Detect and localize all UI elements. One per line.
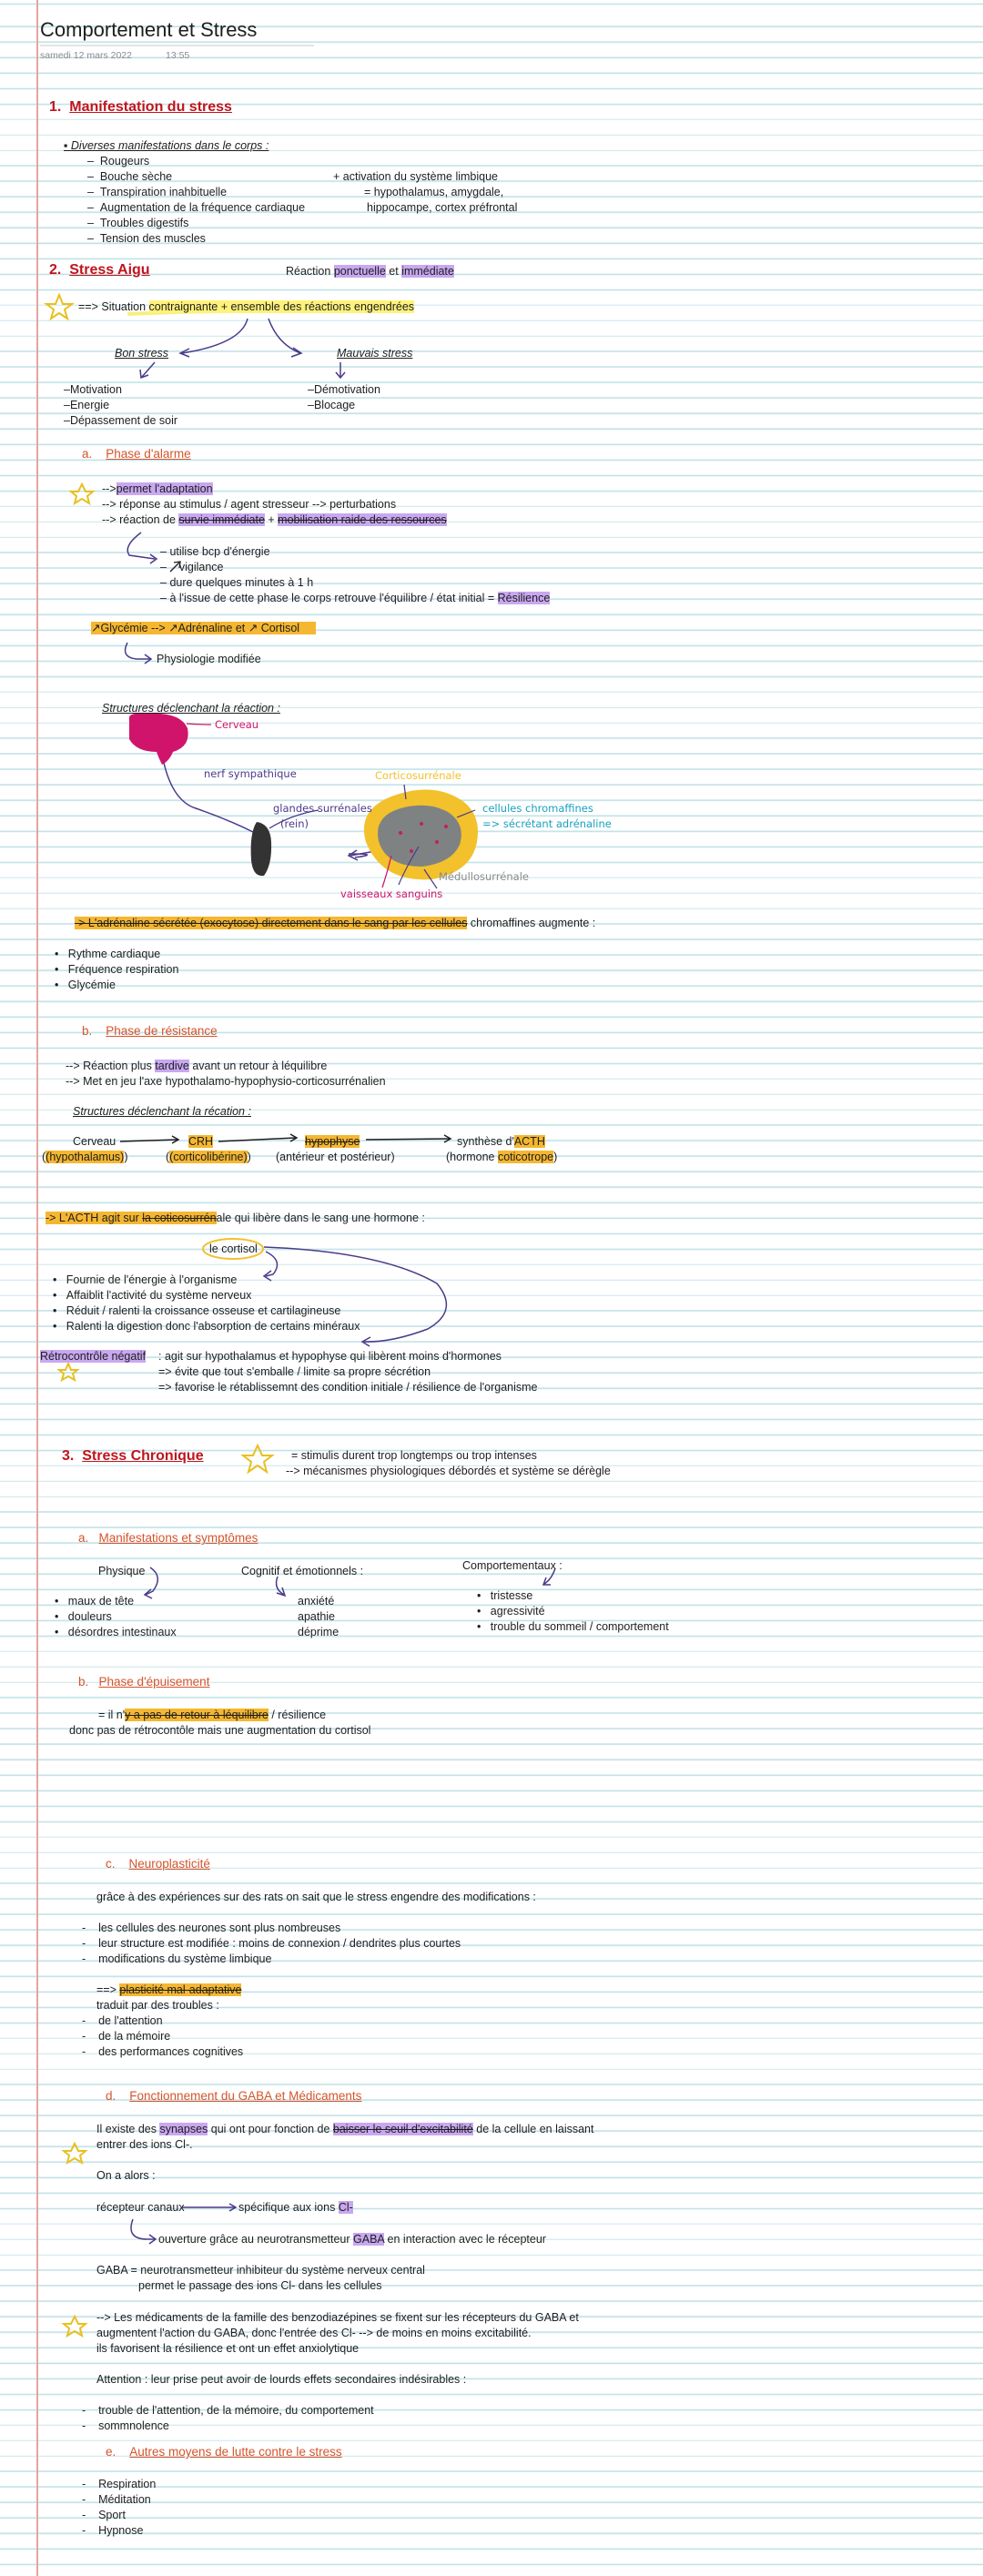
star-icon [59,1364,77,1380]
attention-item: - sommnolence [82,2419,169,2432]
np-trad: traduit par des troubles : [96,1999,219,2012]
retrocontrole-label: Rétrocontrôle négatif [40,1350,147,1363]
cog-item: apathie [298,1610,336,1623]
star-icon [64,2317,86,2336]
retro-line: : agit sur hypothalamus et hypophyse qui libèrent moins d'hormones [158,1350,502,1363]
star-icon [71,484,93,503]
chain-hypophyse: hypophyse [305,1135,360,1148]
bad-item: –Démotivation [308,383,380,396]
section-1-heading: 1. Manifestation du stress [49,99,232,115]
good-item: –Dépassement de soir [64,414,178,427]
lutte-item: - Respiration [82,2478,157,2490]
gaba-def: permet le passage des ions Cl- dans les cellules [138,2279,382,2292]
spinal-cord [251,822,272,876]
lutte-item: - Méditation [82,2493,151,2506]
label-nerf: nerf sympathique [204,767,297,780]
resistance-line: --> Réaction plus tardive avant un retour à léquilibre [66,1060,328,1072]
star-icon [46,295,72,319]
s1-item: – Troubles digestifs [87,217,189,229]
page-time: 13:55 [166,50,190,61]
cortisol-item: • Affaiblit l'activité du système nerveux [53,1289,252,1302]
cortisol-item: • Réduit / ralenti la croissance osseuse et cartilagineuse [53,1304,341,1317]
comp-item: • agressivité [477,1605,545,1618]
chronic-def: = stimulis durent trop longtemps ou trop intenses [291,1449,537,1462]
medic-line: --> Les médicaments de la famille des benzodiazépines se fixent sur les récepteurs du GABA et [96,2311,579,2324]
subsection-3b-heading: b. Phase d'épuisement [78,1675,210,1689]
alarm-sub: – dure quelques minutes à 1 h [160,576,314,589]
chain-acth: synthèse d'ACTH [457,1135,545,1148]
alarm-sub: – à l'issue de cette phase le corps retrouve l'équilibre / état initial = Résilience [160,592,551,604]
s1-side: + activation du système limbique [333,170,498,183]
physiologie-line: Physiologie modifiée [157,653,261,665]
retro-line: => favorise le rétablissemnt des condition initiale / résilience de l'organisme [158,1381,538,1394]
chain-hormone: (hormone coticotrope) [446,1151,558,1163]
alarm-line: --> réaction de survie immédiate + mobilisation raide des ressources [102,513,447,526]
s1-item: – Rougeurs [87,155,150,167]
section-2-heading: 2. Stress Aigu [49,262,150,278]
label-cerveau: Cerveau [215,718,259,731]
adr-item: • Glycémie [55,979,116,991]
s1-item: – Tension des muscles [87,232,206,245]
s1-item: – Augmentation de la fréquence cardiaque [87,201,306,214]
glycemie-line: ↗Glycémie --> ↗Adrénaline et ↗ Cortisol [91,621,316,635]
attention-item: - trouble de l'attention, de la mémoire, du comportement [82,2404,374,2417]
label-chromaffines: cellules chromaffines [482,802,593,815]
adr-item: • Fréquence respiration [55,963,179,976]
star-icon [243,1445,272,1472]
s1-side: = hypothalamus, amygdale, [364,186,504,198]
gaba-line: Il existe des synapses qui ont pour fonction de baisser le seuil d'excitabilité de la cellule en laissant [96,2123,594,2135]
brain-drawing [129,714,188,765]
acth-line: -> L'ACTH agit sur la coticosurrénale qui libère dans le sang une hormone : [46,1212,425,1224]
cortisol-item: • Fournie de l'énergie à l'organisme [53,1273,238,1286]
s2-definition: ==> Situation contraignante + ensemble des réactions engendrées [78,300,415,313]
s2-reaction: Réaction ponctuelle et immédiate [286,265,454,278]
bad-item: –Blocage [308,399,356,411]
np-trouble: - des performances cognitives [82,2045,244,2058]
lutte-item: - Sport [82,2509,126,2521]
subsection-a-heading: a. Phase d'alarme [82,447,191,461]
good-item: –Energie [64,399,110,411]
comp-item: • trouble du sommeil / comportement [477,1620,669,1633]
medic-line: ils favorisent la résilience et ont un effet anxiolytique [96,2342,360,2355]
epuisement-line: donc pas de rétrocontôle mais une augmentation du cortisol [69,1724,371,1737]
recepteur-specifique: spécifique aux ions Cl- [238,2201,353,2214]
structures2-title: Structures déclenchant la récation : [73,1105,251,1118]
alarm-line: --> réponse au stimulus / agent stresseur --> perturbations [102,498,397,511]
s1-item: – Bouche sèche [87,170,173,183]
structures-title: Structures déclenchant la réaction : [102,702,280,715]
s1-intro: ▪ Diverses manifestations dans le corps : [64,139,269,152]
chronic-def: --> mécanismes physiologiques débordés et système se dérègle [286,1465,611,1477]
epuisement-line: = il n'y a pas de retour à léquilibre / résilience [98,1709,327,1721]
label-vaisseaux: vaisseaux sanguins [340,887,443,900]
cog-item: anxiété [298,1595,335,1607]
chain-hypothalamus: ((hypothalamus)) [42,1151,128,1163]
gaba-line: On a alors : [96,2169,156,2182]
chain-corticoliberine: ((corticolibérine)) [166,1151,251,1163]
phys-item: • désordres intestinaux [55,1626,177,1638]
cortisol-label: le cortisol [209,1242,258,1255]
np-intro: grâce à des expériences sur des rats on sait que le stress engendre des modifications : [96,1891,536,1903]
adr-item: • Rythme cardiaque [55,948,161,960]
adrenal-medulla [378,806,461,867]
resistance-line: --> Met en jeu l'axe hypothalamo-hypophysio-corticosurrénalien [66,1075,386,1088]
subsection-3c-heading: c. Neuroplasticité [106,1857,210,1871]
phys-item: • douleurs [55,1610,112,1623]
label-medullo: Médullosurrénale [439,870,529,883]
page-title: Comportement et Stress [40,18,258,41]
label-secretant: => sécrétant adrénaline [482,817,612,830]
s1-side: hippocampe, cortex préfrontal [367,201,518,214]
alarm-sub: – utilise bcp d'énergie [160,545,270,558]
attention-line: Attention : leur prise peut avoir de lourds effets secondaires indésirables : [96,2373,467,2386]
gaba-def: GABA = neurotransmetteur inhibiteur du système nerveux central [96,2264,425,2277]
lutte-item: - Hypnose [82,2524,144,2537]
label-glandes: glandes surrénales [273,802,372,815]
subsection-3a-heading: a. Manifestations et symptômes [78,1531,258,1545]
np-trouble: - de l'attention [82,2014,163,2027]
phys-item: • maux de tête [55,1595,135,1607]
retro-line: => évite que tout s'emballe / limite sa propre sécrétion [158,1365,431,1378]
section-3-heading: 3. Stress Chronique [62,1448,204,1464]
np-plasticity: ==> plasticité mal-adaptative [96,1983,242,1996]
chain-hypophyse-desc: (antérieur et postérieur) [276,1151,395,1163]
good-item: –Motivation [64,383,122,396]
good-stress-title: Bon stress [115,347,169,360]
subsection-3e-heading: e. Autres moyens de lutte contre le stress [106,2445,342,2459]
col-cognitif: Cognitif et émotionnels : [241,1565,364,1577]
cortisol-item: • Ralenti la digestion donc l'absorption de certains minéraux [53,1320,360,1333]
col-comportement: Comportementaux : [462,1559,562,1572]
comp-item: • tristesse [477,1589,533,1602]
alarm-sub: – vigilance [160,561,224,573]
subsection-b-heading: b. Phase de résistance [82,1024,218,1038]
label-rein: (rein) [280,817,309,830]
gaba-ouverture: ouverture grâce au neurotransmetteur GABA en interaction avec le récepteur [158,2233,546,2246]
label-cortico: Corticosurrénale [375,769,461,782]
chain-cerveau: Cerveau [73,1135,117,1148]
np-item: - modifications du système limbique [82,1952,272,1965]
np-trouble: - de la mémoire [82,2030,171,2043]
chain-crh: CRH [188,1135,214,1148]
cog-item: déprime [298,1626,339,1638]
col-physique: Physique [98,1565,146,1577]
star-icon [64,2144,86,2163]
np-item: - les cellules des neurones sont plus nombreuses [82,1922,341,1934]
alarm-line: -->permet l'adaptation [102,482,213,495]
page-date: samedi 12 mars 2022 [40,50,132,61]
subsection-3d-heading: d. Fonctionnement du GABA et Médicaments [106,2089,362,2103]
recepteur-canaux: récepteur canaux [96,2201,185,2214]
np-item: - leur structure est modifiée : moins de connexion / dendrites plus courtes [82,1937,461,1950]
medic-line: augmentent l'action du GABA, donc l'entrée des Cl- --> de moins en moins excitabilité. [96,2327,532,2339]
s1-item: – Transpiration inahbituelle [87,186,228,198]
bad-stress-title: Mauvais stress [337,347,413,360]
adrenaline-line: -> L'adrénaline sécrétée (exocytose) directement dans le sang par les cellules chromaffines augmente : [75,917,596,929]
gaba-line: entrer des ions Cl-. [96,2138,193,2151]
